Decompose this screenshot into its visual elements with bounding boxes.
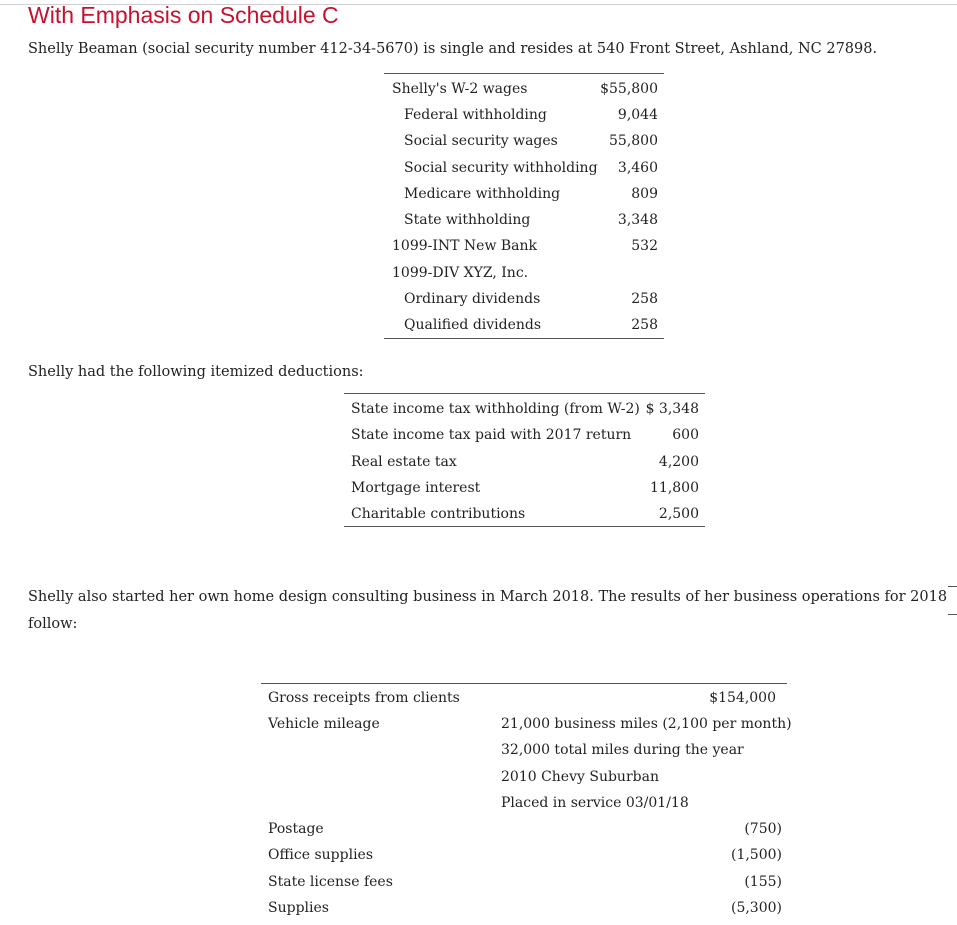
w2-label: 1099-DIV XYZ, Inc. xyxy=(392,265,529,281)
vehicle-mileage-label: Vehicle mileage xyxy=(268,716,380,732)
deduction-value: 4,200 xyxy=(658,454,699,470)
itemized-table-top-rule xyxy=(344,393,705,394)
w2-label: Federal withholding xyxy=(404,107,547,123)
margin-mark xyxy=(948,614,957,615)
w2-value: 809 xyxy=(631,186,658,202)
deduction-label: Mortgage interest xyxy=(351,480,481,496)
vehicle-detail: 32,000 total miles during the year xyxy=(501,742,744,758)
margin-mark xyxy=(948,586,957,587)
w2-label: State withholding xyxy=(404,212,531,228)
gross-receipts-label: Gross receipts from clients xyxy=(268,690,460,706)
w2-value: 55,800 xyxy=(609,133,658,149)
itemized-intro: Shelly had the following itemized deductions: xyxy=(28,364,364,380)
vehicle-detail: 2010 Chevy Suburban xyxy=(501,769,659,785)
w2-value: 3,348 xyxy=(617,212,658,228)
w2-value: 3,460 xyxy=(617,160,658,176)
deduction-label: Real estate tax xyxy=(351,454,457,470)
gross-receipts-value: $154,000 xyxy=(709,690,776,706)
w2-label: Ordinary dividends xyxy=(404,291,541,307)
deduction-value: 11,800 xyxy=(650,480,699,496)
section-heading: With Emphasis on Schedule C xyxy=(28,2,339,28)
expense-value: (1,500) xyxy=(730,847,782,863)
expense-label: Office supplies xyxy=(268,847,374,863)
w2-label: Social security wages xyxy=(404,133,558,149)
w2-value: 258 xyxy=(631,291,658,307)
expense-label: State license fees xyxy=(268,874,393,890)
deduction-value: $ 3,348 xyxy=(645,401,699,417)
w2-label: Medicare withholding xyxy=(404,186,561,202)
w2-label: Shelly's W-2 wages xyxy=(392,81,528,97)
w2-value: $55,800 xyxy=(600,81,658,97)
deduction-value: 600 xyxy=(672,427,699,443)
vehicle-detail: Placed in service 03/01/18 xyxy=(501,795,689,811)
expense-label: Supplies xyxy=(268,900,329,916)
business-intro-line-1: Shelly also started her own home design consulting business in March 2018. The results of her business operations for 2018 xyxy=(28,589,948,605)
expense-value: (155) xyxy=(744,874,782,890)
w2-value: 532 xyxy=(631,238,658,254)
expense-label: Postage xyxy=(268,821,324,837)
intro-paragraph: Shelly Beaman (social security number 412-34-5670) is single and resides at 540 Front Street, Ashland, NC 27898. xyxy=(28,41,878,57)
w2-label: 1099-INT New Bank xyxy=(392,238,538,254)
vehicle-detail: 21,000 business miles (2,100 per month) xyxy=(501,716,792,732)
w2-value: 9,044 xyxy=(617,107,658,123)
w2-value: 258 xyxy=(631,317,658,333)
deduction-label: Charitable contributions xyxy=(351,506,526,522)
business-intro-line-2: follow: xyxy=(28,616,78,632)
w2-label: Qualified dividends xyxy=(404,317,542,333)
expense-value: (750) xyxy=(744,821,782,837)
w2-table-top-rule xyxy=(384,73,664,74)
deduction-value: 2,500 xyxy=(658,506,699,522)
itemized-table-bottom-rule xyxy=(344,526,705,527)
w2-label: Social security withholding xyxy=(404,160,598,176)
deduction-label: State income tax withholding (from W-2) xyxy=(351,401,640,417)
deduction-label: State income tax paid with 2017 return xyxy=(351,427,632,443)
business-table-top-rule xyxy=(261,683,787,684)
w2-table-bottom-rule xyxy=(384,338,664,339)
expense-value: (5,300) xyxy=(730,900,782,916)
